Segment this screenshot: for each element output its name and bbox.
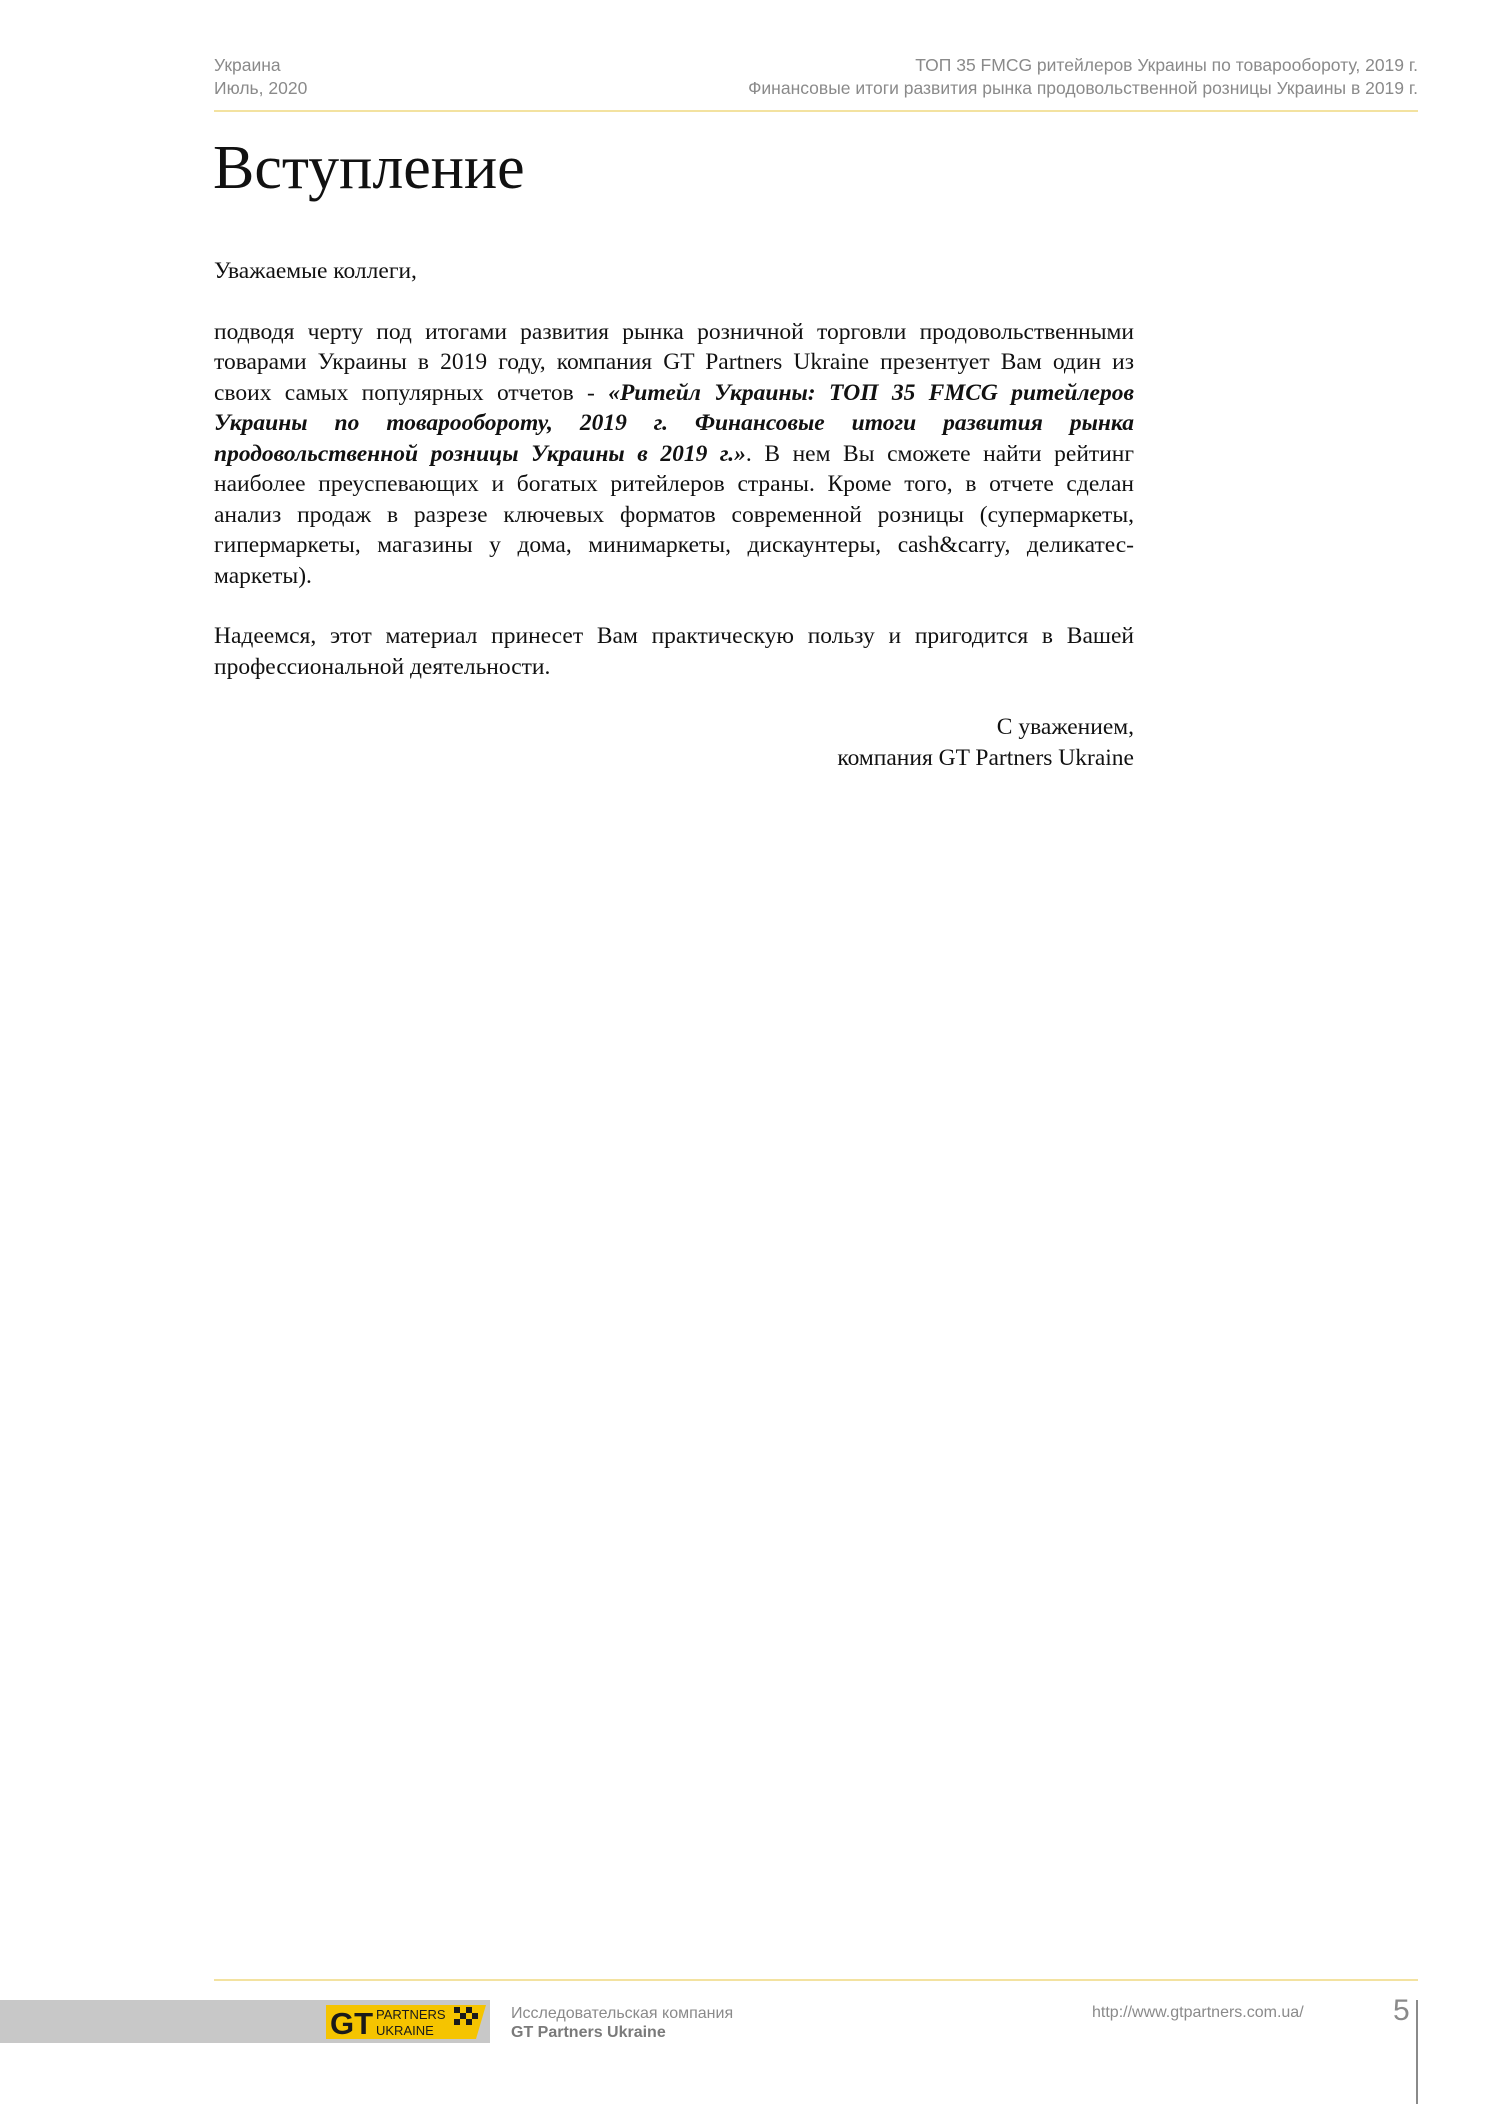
signature-company: компания GT Partners Ukraine xyxy=(837,744,1134,771)
footer-divider xyxy=(214,1979,1418,1981)
page-title: Вступление xyxy=(213,134,525,202)
header-divider xyxy=(214,110,1418,112)
logo-partners: PARTNERS xyxy=(376,2007,446,2022)
footer-company-name: GT Partners Ukraine xyxy=(511,2024,666,2041)
header-left xyxy=(214,54,307,100)
signature xyxy=(214,712,1134,773)
logo-ukraine: UKRAINE xyxy=(376,2023,434,2038)
paragraph-1-lead: подводя черту под итогами развития рынка розничной торговли продовольственными товарами Украины в 2019 году, компания GT Partners Ukraine презентует Вам один из своих самых популярных отчетов - xyxy=(214,318,1134,406)
gt-partners-logo xyxy=(326,2005,486,2039)
footer-company xyxy=(511,2004,733,2042)
intro-letter xyxy=(214,256,1134,803)
footer-url-link[interactable]: http://www.gtpartners.com.ua/ xyxy=(1092,2004,1304,2021)
header-right xyxy=(748,54,1418,100)
signature-regards: С уважением, xyxy=(996,714,1134,740)
page-number: 5 xyxy=(1393,1994,1410,2027)
logo-gt: GT xyxy=(330,2006,374,2039)
header-report-subtitle: Финансовые итоги развития рынка продовольственной розницы Украины в 2019 г. xyxy=(748,78,1418,98)
footer-company-type: Исследовательская компания xyxy=(511,2005,734,2022)
page-edge-bar xyxy=(1416,2000,1418,2104)
paragraph-2: Надеемся, этот материал принесет Вам практическую пользу и пригодится в Вашей профессиональной деятельности. xyxy=(214,623,1134,680)
header-date: Июль, 2020 xyxy=(214,78,308,98)
paragraph-1-rest: . В нем Вы сможете найти рейтинг наиболее преуспевающих и богатых ритейлеров страны. Кроме того, в отчете сделан анализ продаж в разрезе ключевых форматов современной розницы (супермаркеты, гипермаркеты, магазины у дома, минимаркеты, дискаунтеры, cash&carry, деликатес-маркеты). xyxy=(214,440,1134,589)
header-report-title: ТОП 35 FMCG ритейлеров Украины по товарообороту, 2019 г. xyxy=(915,55,1418,75)
paragraph-1 xyxy=(214,317,1134,592)
report-name: «Ритейл Украины: ТОП 35 FMCG ритейлеров Украины по товарообороту, 2019 г. Финансовые итоги развития рынка продовольственной розницы Украины в 2019 г.» xyxy=(214,379,1134,467)
greeting: Уважаемые коллеги, xyxy=(214,258,417,284)
header-country: Украина xyxy=(214,55,281,75)
